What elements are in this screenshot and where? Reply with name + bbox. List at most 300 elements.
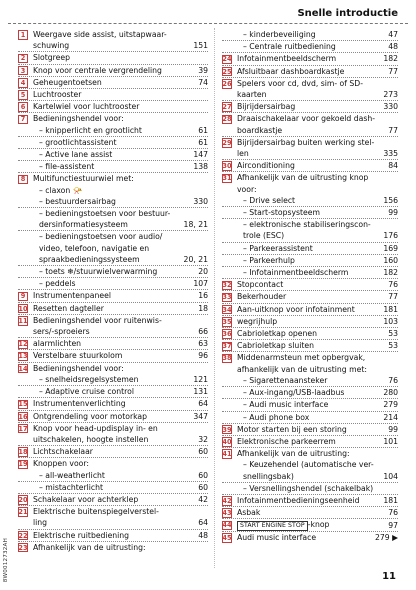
page-reference: 42 [198,494,208,504]
index-entry [222,78,398,101]
entry-line: Knop voor head-updisplay in- en [33,423,158,433]
index-entry [222,160,398,172]
entry-line: Elektrische ruitbediening [33,530,130,540]
entry-line: Infotainmentbeeldscherm [237,54,337,64]
page-reference: 32 [198,434,208,444]
entry-line: Middenarmsteun met opbergvak, [237,353,366,363]
index-entry [18,149,208,161]
index-entry [18,363,208,374]
page-reference: 77 [388,66,398,76]
callout-number-cell [222,412,237,423]
entry-text [237,219,381,241]
entry-line: – bestuurdersairbag [39,196,116,206]
index-entry [18,89,208,101]
entry-text [33,423,196,445]
index-entry [222,66,398,78]
index-entry [222,195,398,207]
entry-line: voor: [237,184,257,194]
entry-line: – knipperlicht en grootlicht [39,125,142,135]
page-reference: 76 [388,280,398,290]
index-entry [18,303,208,315]
callout-number: 31 [222,174,232,183]
entry-text [237,483,396,494]
index-entry [18,77,208,89]
index-entry [18,278,208,290]
entry-line: Afhankelijk van de uitrusting: [33,542,146,552]
entry-text [237,459,381,481]
callout-number: 19 [18,460,28,469]
callout-number-cell [18,173,33,184]
callout-number-cell [222,243,237,254]
entry-line: alarmlichten [33,339,82,349]
callout-number-cell [222,207,237,218]
entry-text [237,291,386,302]
entry-text [237,207,386,218]
index-entry [222,448,398,459]
callout-number-cell [18,196,33,207]
page-reference: 330 [383,102,398,112]
callout-number: 3 [18,66,28,76]
callout-number: 17 [18,424,28,433]
index-entry [222,399,398,411]
entry-line: – bedieningstoetsen voor audio/ [39,232,163,242]
entry-line: – elektronische stabiliseringscon- [243,220,371,230]
page-reference: 160 [383,255,398,265]
entry-line: Draaischakelaar voor gekoeld dash- [237,114,376,124]
index-entry [18,52,208,64]
callout-number: 2 [18,54,28,64]
index-entry [222,387,398,399]
callout-number: 30 [222,162,232,171]
entry-text [237,507,386,518]
page-reference: 147 [193,150,208,160]
index-entry [222,137,398,160]
entry-line: – toets ❄/stuurwielverwarming [39,267,158,277]
entry-text [237,41,386,52]
index-entry [18,482,208,494]
callout-number-cell [18,411,33,422]
entry-line: Kartelwiel voor luchtrooster [33,102,140,112]
callout-number-cell [222,53,237,64]
index-entry [18,29,208,52]
page-reference: 66 [198,327,208,337]
page-reference: 18 [198,303,208,313]
callout-number-cell [18,125,33,136]
entry-text [237,387,381,398]
entry-line: Bedieningshendel voor: [33,114,124,124]
entry-line: spraakbedieningssysteem [39,254,140,264]
entry-text [237,78,381,100]
entry-line: afhankelijk van de uitrusting met: [237,364,367,374]
entry-line: Infotainmentbedieningseenheid [237,495,360,505]
index-entry [18,65,208,77]
entry-text [33,338,196,349]
header-divider [8,23,408,24]
entry-line: Knop voor centrale vergrendeling [33,65,162,75]
entry-line: sers/-sproeiers [33,327,90,337]
page-reference: 103 [383,316,398,326]
callout-number-cell [18,542,33,553]
page-reference: 156 [383,195,398,205]
index-entry [18,208,208,231]
entry-line: – Drive select [243,195,296,205]
callout-number: 14 [18,364,28,373]
entry-text [237,137,381,159]
entry-line: Slotgreep [33,53,70,63]
index-entry [222,113,398,136]
callout-number: 37 [222,342,232,351]
callout-number-cell [18,470,33,481]
entry-text [237,172,396,194]
callout-number: 10 [18,304,28,313]
page-reference: 279 [383,400,398,410]
page-reference: 169 [383,243,398,253]
callout-number-cell [222,495,237,506]
page-reference: 138 [193,162,208,172]
index-entry [18,173,208,184]
callout-number-cell [222,436,237,447]
callout-number-cell [222,532,237,543]
callout-number-cell [222,137,237,159]
callout-number: 12 [18,340,28,349]
index-entry [18,113,208,124]
entry-line: video, telefoon, navigatie en [39,243,150,253]
callout-number-cell [222,78,237,100]
entry-text [33,494,196,505]
page-reference: 99 [388,208,398,218]
callout-number-cell [18,65,33,76]
callout-number-cell [222,507,237,518]
callout-number: 8 [18,175,28,185]
callout-number-cell [222,41,237,52]
callout-number-cell [18,398,33,409]
callout-number: 23 [18,543,28,552]
entry-line: Multifunctiestuurwiel met: [33,174,134,184]
page-reference: 60 [198,482,208,492]
entry-text [33,137,196,148]
callout-number-cell [18,374,33,385]
entry-text [33,89,206,100]
entry-line: – kinderbeveiliging [243,30,316,39]
callout-number-cell [18,338,33,349]
page-reference: 77 [388,292,398,302]
page-reference: 273 [383,90,398,100]
entry-line: Luchtrooster [33,90,82,100]
entry-text [33,315,196,337]
entry-line: Cabrioletkap sluiten [237,341,314,351]
entry-text [33,65,196,76]
callout-number: 39 [222,425,232,434]
callout-number-cell [18,29,33,51]
callout-number-cell [18,290,33,301]
right-column [222,29,398,543]
entry-text [237,340,386,351]
entry-line: snellingsbak) [243,471,294,481]
callout-number-cell [18,482,33,493]
callout-number-cell [18,458,33,469]
page-header-title: Snelle introductie [297,8,398,19]
callout-number-cell [222,340,237,351]
callout-number-cell [18,185,33,196]
entry-line: Bijrijdersairbag buiten werking stel- [237,137,375,147]
entry-line: START ENGINE STOP -knop [237,519,382,531]
callout-number-cell [222,387,237,398]
entry-line: Afhankelijk van de uitrusting: [237,449,350,459]
index-entry [222,267,398,279]
entry-line: Stopcontact [237,280,284,290]
entry-text [33,458,206,469]
callout-number-cell [222,279,237,290]
start-engine-stop-key: START ENGINE STOP [237,521,308,531]
page-reference: 76 [388,375,398,385]
page-reference: 101 [383,436,398,446]
entry-line: Spelers voor cd, dvd, sim- of SD- [237,78,363,88]
page-reference: 104 [383,471,398,481]
callout-number: 24 [222,55,232,64]
entry-text [33,29,191,51]
entry-line: len [237,149,249,159]
entry-text [237,412,381,423]
page-reference: 151 [193,41,208,51]
entry-line: Resetten dagteller [33,303,104,313]
index-entry [222,172,398,194]
page-reference: 61 [198,125,208,135]
callout-number-cell [18,386,33,397]
index-entry [222,243,398,255]
index-entry [222,291,398,303]
callout-number: 26 [222,79,232,88]
callout-number: 33 [222,293,232,302]
callout-number-cell [18,231,33,265]
callout-number: 32 [222,281,232,290]
entry-text [33,278,191,289]
page-reference: 181 [383,304,398,314]
index-entry [18,101,208,113]
index-entry [222,495,398,507]
entry-line: kaarten [237,90,267,100]
entry-text [237,66,386,77]
callout-number-cell [222,291,237,302]
entry-text [237,352,396,374]
entry-line: – Start-stopsysteem [243,208,320,218]
entry-line: – bedieningstoetsen voor bestuur- [39,209,171,219]
callout-number: 34 [222,305,232,314]
entry-line: – Versnellingshendel (schakelbak) [243,483,374,493]
entry-text [237,195,381,206]
page-reference: 182 [383,54,398,64]
page-reference: 53 [388,341,398,351]
index-entry [222,328,398,340]
callout-number-cell [222,483,237,494]
entry-text [33,161,191,172]
entry-line: Weergave side assist, uitstapwaar- [33,30,167,39]
callout-number-cell [18,506,33,528]
entry-text [33,77,196,88]
entry-line: trole (ESC) [243,231,285,241]
entry-line: – claxon 📯 [39,185,83,195]
page-number: 11 [382,571,396,582]
callout-number-cell [18,446,33,457]
entry-line: Audi music interface [237,532,317,542]
callout-number: 15 [18,400,28,409]
entry-text [33,411,191,422]
index-entry [222,424,398,436]
page-reference: 60 [198,447,208,457]
callout-number-cell [222,424,237,435]
callout-number-cell [222,375,237,386]
entry-text [237,375,386,386]
entry-line: Knoppen voor: [33,459,89,469]
callout-number-cell [222,29,237,40]
entry-line: Bedieningshendel voor: [33,363,124,373]
entry-line: Elektronische parkeerrem [237,436,336,446]
entry-text [237,243,381,254]
page-reference: 53 [388,329,398,339]
entry-line: – Adaptive cruise control [39,387,134,397]
entry-text [237,328,386,339]
entry-line: – snelheidsregelsystemen [39,374,139,384]
entry-line: – Parkeerassistent [243,243,313,253]
callout-number: 41 [222,450,232,459]
callout-number: 27 [222,103,232,112]
callout-number: 43 [222,509,232,518]
index-entry [222,507,398,519]
page-reference: 176 [383,231,398,241]
entry-line: – peddels [39,279,76,289]
entry-line: dersinformatiesysteem [39,220,128,230]
index-entry [18,506,208,529]
index-entry [18,315,208,338]
callout-number-cell [18,89,33,100]
entry-line: Afsluitbaar dashboardkastje [237,66,345,76]
callout-number: 13 [18,352,28,361]
callout-number-cell [222,328,237,339]
callout-number-cell [18,52,33,63]
index-entry [18,470,208,482]
entry-text [237,424,386,435]
entry-line: Bijrijdersairbag [237,102,296,112]
entry-text [33,185,206,196]
index-entry [222,519,398,532]
callout-number-cell [222,316,237,327]
page-reference: 48 [198,530,208,540]
page-reference: 121 [193,374,208,384]
page-reference: 181 [383,495,398,505]
entry-line: wegrijhulp [237,316,278,326]
index-entry [222,219,398,242]
page-reference: 335 [383,149,398,159]
entry-line: Bekerhouder [237,292,287,302]
callout-number-cell [18,315,33,337]
entry-line: Elektrische buitenspiegelverstel- [33,507,159,517]
entry-line: Lichtschakelaar [33,447,93,457]
callout-number: 28 [222,115,232,124]
page-reference: 20 [198,267,208,277]
callout-number: 45 [222,533,232,542]
entry-line: Bedieningshendel voor ruitenwis- [33,315,162,325]
index-entry [222,207,398,219]
index-entry [222,436,398,448]
callout-number: 4 [18,78,28,88]
index-entry [18,423,208,446]
callout-number-cell [222,448,237,459]
index-entry [18,231,208,266]
page-reference: 96 [198,351,208,361]
entry-text [33,350,196,361]
page-reference: 48 [388,42,398,52]
index-entry [18,161,208,173]
entry-line: – Keuzehendel (automatische ver- [243,460,374,470]
entry-text [33,101,206,112]
page-reference: 76 [388,508,398,518]
callout-number: 42 [222,496,232,505]
page-reference: 279 ▶ [374,532,398,542]
callout-number: 6 [18,102,28,112]
callout-number-cell [222,519,237,531]
callout-number-cell [222,304,237,315]
page-reference: 64 [198,518,208,528]
page-reference: 39 [198,65,208,75]
page-reference: 214 [383,412,398,422]
index-entry [18,338,208,350]
entry-line: Ontgrendeling voor motorkap [33,411,148,421]
index-entry [18,266,208,278]
callout-number: 7 [18,115,28,125]
index-entry [222,459,398,482]
left-column [18,29,208,553]
entry-text [237,267,381,278]
callout-number: 11 [18,316,28,325]
callout-number-cell [18,113,33,124]
callout-number-cell [18,494,33,505]
entry-text [33,374,191,385]
entry-line: – mistachterlicht [39,482,104,492]
entry-line: – Sigarettenaansteker [243,375,328,385]
callout-number: 25 [222,67,232,76]
entry-text [237,316,381,327]
entry-text [33,506,196,528]
entry-line: Schakelaar voor achterklep [33,494,139,504]
page-reference: 330 [193,196,208,206]
entry-text [33,303,196,314]
callout-number-cell [222,255,237,266]
callout-number: 18 [18,448,28,457]
entry-line: Verstelbare stuurkolom [33,351,123,361]
index-entry [222,53,398,65]
index-entry [222,375,398,387]
callout-number-cell [18,278,33,289]
index-entry [222,29,398,41]
entry-text [237,304,381,315]
callout-number-cell [222,113,237,135]
entry-text [33,290,196,301]
entry-line: – Audi phone box [243,412,310,422]
index-entry [18,458,208,469]
index-entry [18,290,208,302]
entry-text [237,279,386,290]
entry-text [33,482,196,493]
page-reference: 61 [198,137,208,147]
entry-text [33,386,191,397]
entry-line: – all-weatherlicht [39,470,105,480]
entry-line: – Infotainmentbeeldscherm [243,268,349,278]
entry-line: ling [33,518,48,528]
callout-number-cell [18,77,33,88]
page-reference: 16 [198,291,208,301]
callout-number: 21 [18,508,28,517]
entry-text [237,29,386,40]
callout-number-cell [222,267,237,278]
